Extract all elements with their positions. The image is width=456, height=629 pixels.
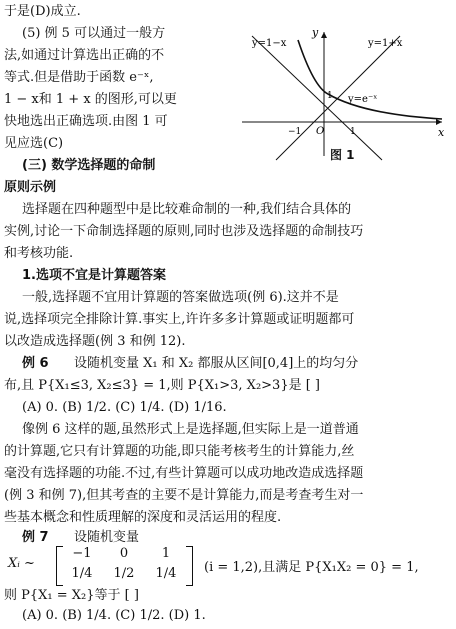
label-y-1-plus-x: y=1+x (368, 38, 403, 49)
distribution-matrix (4, 546, 452, 586)
text-line: 则 P{X₁ = X₂}等于 [ ] (4, 588, 139, 603)
text-line: 毫没有选择题的功能.不过,有些计算题可以成功地改造成选择题 (4, 466, 364, 481)
label-y-axis: y (312, 26, 319, 39)
text-line: 等式.但是借助于函数 e⁻ˣ, (4, 70, 154, 85)
text-line: (5) 例 5 可以通过一般方 (22, 26, 166, 41)
label-y-1-minus-x: y=1−x (252, 38, 287, 49)
answer-options: (A) 0. (B) 1/4. (C) 1/2. (D) 1. (22, 608, 206, 623)
text-line: 快地选出正确选项.由图 1 可 (4, 114, 168, 129)
subheading: 1.选项不宜是计算题答案 (22, 268, 166, 283)
matrix-cell: 0 (119, 546, 129, 561)
section-heading: (三) 数学选择题的命制 (22, 158, 156, 173)
section-heading-cont: 原则示例 (4, 180, 57, 195)
text-line: 和考核功能. (4, 246, 74, 261)
text-line: 实例,讨论一下命制选择题的原则,同时也涉及选择题的命制技巧 (4, 224, 364, 239)
figure-1-graph (232, 24, 454, 164)
matrix-label: Xᵢ ~ (8, 556, 35, 571)
text-line: 于是(D)成立. (4, 4, 81, 19)
text-line: 以改造成选择题(例 3 和例 12). (4, 334, 186, 349)
matrix-cell: 1 (161, 546, 171, 561)
answer-options: (A) 0. (B) 1/2. (C) 1/4. (D) 1/16. (22, 400, 227, 415)
tick-neg-one: −1 (288, 127, 302, 137)
text-line: 设随机变量 X₁ 和 X₂ 都服从区间[0,4]上的均匀分 (74, 356, 359, 371)
text-line: 些基本概念和性质理解的深度和灵活运用的程度. (4, 510, 282, 525)
text-line: (例 3 和例 7),但其考查的主要不是计算能力,而是考查考生对一 (4, 488, 364, 503)
example-label: 例 6 (22, 356, 49, 371)
text-line: 法,如通过计算选出正确的不 (4, 48, 165, 63)
tick-y-one: 1 (327, 91, 333, 101)
text-line: 一般,选择题不宜用计算题的答案做选项(例 6).这并不是 (22, 290, 339, 305)
example-label: 例 7 (22, 530, 49, 545)
right-bracket (186, 546, 193, 586)
text-line: 说,选择项完全排除计算.事实上,许许多多计算题或证明题都可 (4, 312, 355, 327)
text-line: 像例 6 这样的题,虽然形式上是选择题,但实际上是一道普通 (22, 422, 359, 437)
text-line: 选择题在四种题型中是比较难命制的一种,我们结合具体的 (22, 202, 352, 217)
matrix-cell: 1/4 (155, 566, 177, 581)
matrix-tail-text: (i = 1,2),且满足 P{X₁X₂ = 0} = 1, (204, 560, 419, 575)
label-y-exp: y=e⁻ˣ (348, 94, 378, 105)
matrix-cell: 1/4 (71, 566, 93, 581)
label-x-axis: x (438, 126, 445, 139)
matrix-cell: 1/2 (113, 566, 135, 581)
text-line: 的计算题,它只有计算题的功能,即只能考核考生的计算能力,丝 (4, 444, 355, 459)
text-line: 见应选(C) (4, 136, 64, 151)
matrix-cell: −1 (72, 546, 92, 561)
text-line: 设随机变量 (74, 530, 140, 545)
label-origin: O (316, 126, 325, 137)
text-line: 布,且 P{X₁≤3, X₂≤3} = 1,则 P{X₁>3, X₂>3}是 [ ] (4, 378, 320, 393)
tick-x-one: 1 (350, 127, 356, 137)
text-line: 1 − x和 1 + x 的图形,可以更 (4, 92, 177, 107)
figure-caption: 图 1 (330, 148, 355, 162)
